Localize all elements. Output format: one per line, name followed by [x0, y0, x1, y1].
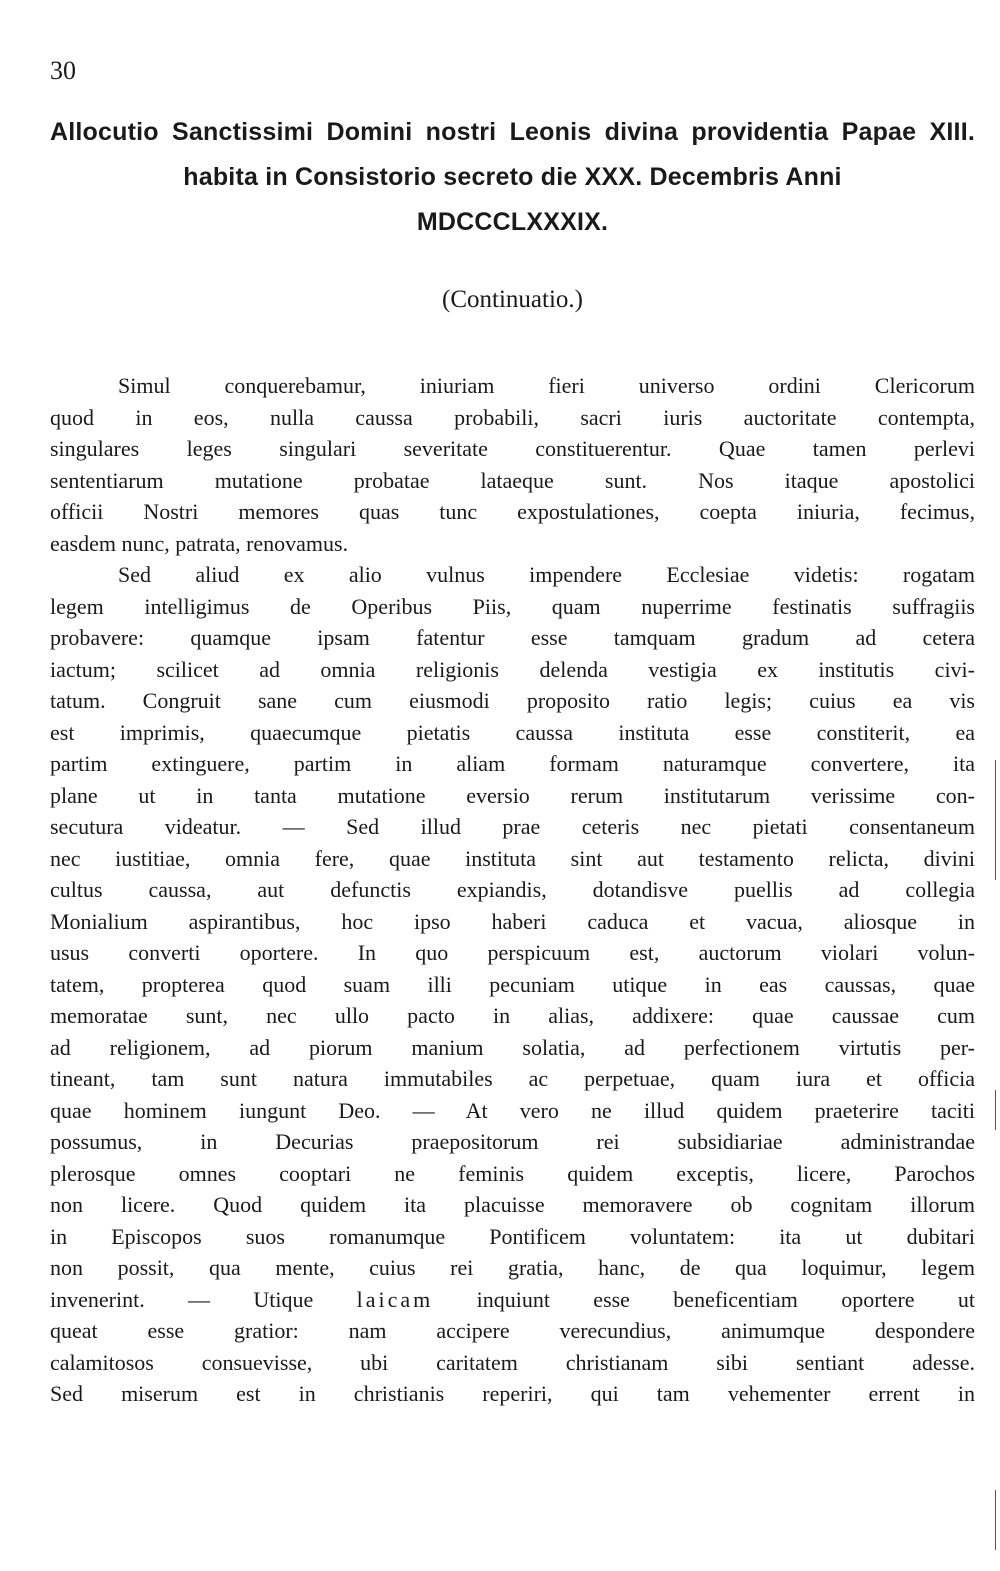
text-line: sententiarum mutatione probatae lataeque sunt. Nos itaque apostolici: [50, 467, 975, 493]
text-line: nec iustitiae, omnia fere, quae instituta sint aut testamento relicta, divini: [50, 845, 975, 871]
text-line: possumus, in Decurias praepositorum rei subsidiariae administrandae: [50, 1129, 975, 1154]
title-line-1: Allocutio Sanctissimi Domini nostri Leonis divina providentia Papae XIII.: [50, 118, 975, 146]
text-line: Sed aliud ex alio vulnus impendere Ecclesiae videtis: rogatam: [118, 562, 975, 587]
body-text: [50, 370, 975, 1410]
text-line: usus converti oportere. In quo perspicuum est, auctorum violari volun-: [50, 940, 975, 965]
text-line: non licere. Quod quidem ita placuisse memoravere ob cognitam illorum: [50, 1192, 975, 1217]
text-line: non possit, qua mente, cuius rei gratia, hanc, de qua loquimur, legem: [50, 1255, 975, 1280]
text-line: quae hominem iungunt Deo. — At vero ne illud quidem praeterire taciti: [50, 1097, 975, 1123]
text-line: probavere: quamque ipsam fatentur esse tamquam gradum ad cetera: [50, 625, 975, 650]
text-line: singulares leges singulari severitate constituerentur. Quae tamen perlevi: [50, 436, 975, 461]
text-line: memoratae sunt, nec ullo pacto in alias, addixere: quae caussae cum: [50, 1003, 975, 1028]
margin-scan-mark: [995, 1490, 996, 1550]
text-line: tineant, tam sunt natura immutabiles ac perpetuae, quam iura et officia: [50, 1066, 975, 1091]
title-line-3: MDCCCLXXXIX.: [416, 208, 609, 236]
title-line-2: habita in Consistorio secreto die XXX. Decembris Anni: [183, 163, 842, 191]
text-line: secutura videatur. — Sed illud prae ceteris nec pietati consentaneum: [50, 814, 975, 839]
text-line: Monialium aspirantibus, hoc ipso haberi caduca et vacua, aliosque in: [50, 908, 975, 934]
subtitle: (Continuatio.): [442, 286, 583, 313]
text-line: invenerint. — Utique laicam inquiunt esse beneficentiam oportere ut: [50, 1286, 975, 1312]
text-line: iactum; scilicet ad omnia religionis delenda vestigia ex institutis civi-: [50, 656, 975, 682]
text-line: plane ut in tanta mutatione eversio rerum institutarum verissime con-: [50, 782, 975, 808]
text-line: easdem nunc, patrata, renovamus.: [50, 530, 349, 556]
margin-scan-mark: [995, 1090, 996, 1130]
text-line: queat esse gratior: nam accipere verecundius, animumque despondere: [50, 1318, 975, 1343]
text-line: cultus caussa, aut defunctis expiandis, dotandisve puellis ad collegia: [50, 877, 975, 902]
text-line: partim extinguere, partim in aliam formam naturamque convertere, ita: [50, 751, 975, 776]
text-line: calamitosos consuevisse, ubi caritatem christianam sibi sentiant adesse.: [50, 1349, 975, 1375]
text-line: tatem, propterea quod suam illi pecuniam utique in eas caussas, quae: [50, 971, 975, 997]
text-line: officii Nostri memores quas tunc expostulationes, coepta iniuria, fecimus,: [50, 499, 975, 524]
text-line: Sed miserum est in christianis reperiri, qui tam vehementer errent in: [50, 1381, 975, 1406]
text-line: quod in eos, nulla caussa probabili, sacri iuris auctoritate contempta,: [50, 404, 975, 430]
text-line: legem intelligimus de Operibus Piis, quam nuperrime festinatis suffragiis: [50, 593, 975, 619]
text-line: Simul conquerebamur, iniuriam fieri universo ordini Clericorum: [118, 373, 975, 398]
paragraph: [50, 559, 975, 1410]
document-title: [50, 110, 975, 245]
paragraph: [50, 370, 975, 559]
spaced-word: laicam: [356, 1286, 434, 1312]
text-line: in Episcopos suos romanumque Pontificem voluntatem: ita ut dubitari: [50, 1223, 975, 1249]
text-line: tatum. Congruit sane cum eiusmodi proposito ratio legis; cuius ea vis: [50, 688, 975, 713]
text-line: ad religionem, ad piorum manium solatia, ad perfectionem virtutis per-: [50, 1034, 975, 1060]
text-line: est imprimis, quaecumque pietatis caussa instituta esse constiterit, ea: [50, 719, 975, 745]
page-number: 30: [50, 56, 76, 85]
margin-scan-mark: [995, 760, 996, 880]
text-line: plerosque omnes cooptari ne feminis quidem exceptis, licere, Parochos: [50, 1160, 975, 1186]
